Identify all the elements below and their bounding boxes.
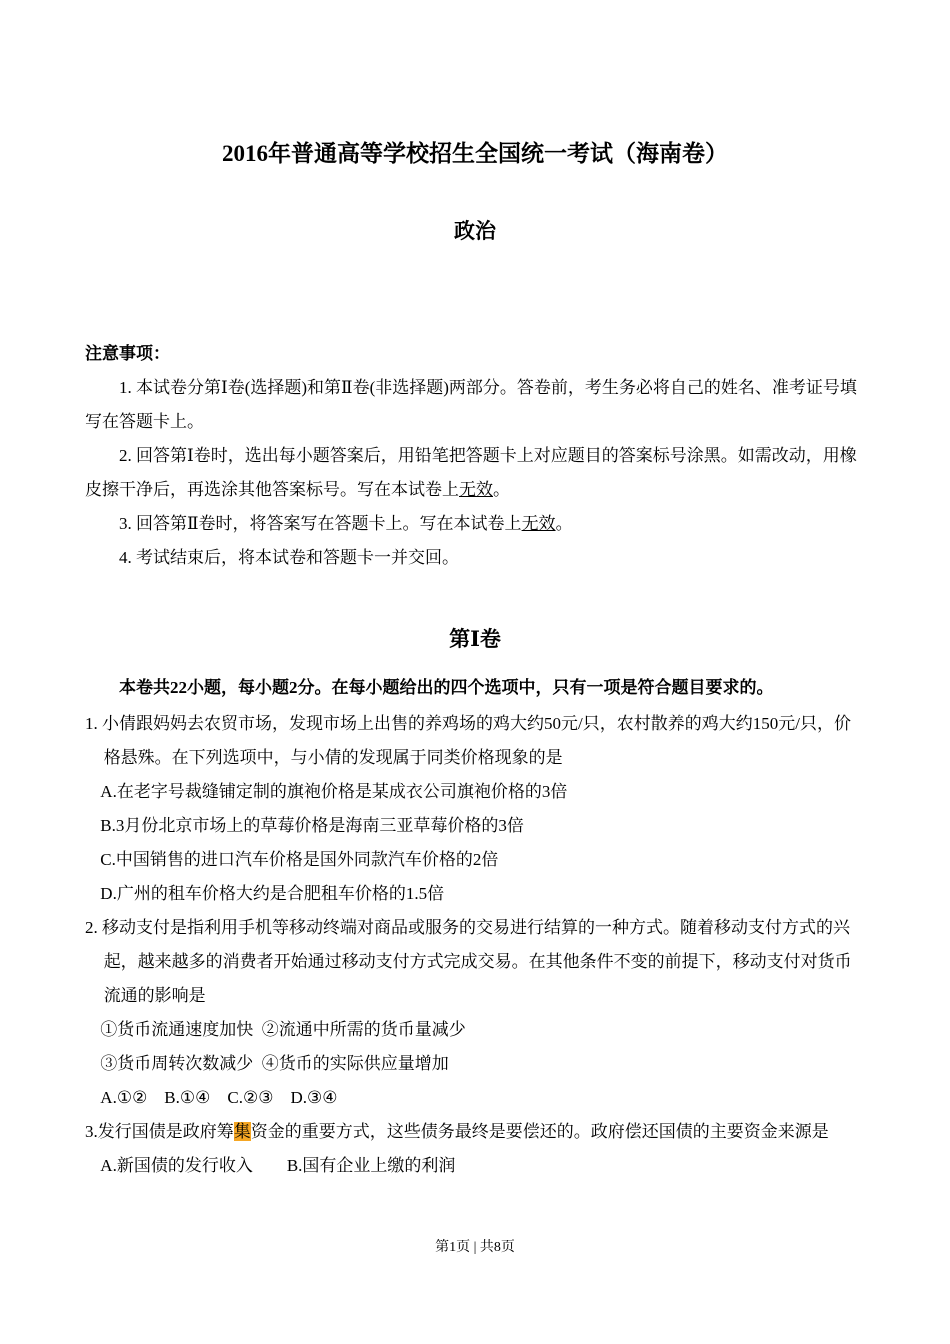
question-3 (85, 1115, 865, 1183)
question-1-option-a: A.在老字号裁缝铺定制的旗袍价格是某成衣公司旗袍价格的3倍 (100, 782, 568, 802)
question-3-stem-text-after: 资金的重要方式，这些债务最终是要偿还的。政府偿还国债的主要资金来源是 (250, 1122, 829, 1142)
section-1-instruction: 本卷共22小题，每小题2分。在每小题给出的四个选项中，只有一项是符合题目要求的。 (119, 678, 774, 698)
question-3-options-ab: A.新国债的发行收入 B.国有企业上缴的利润 (100, 1156, 456, 1176)
question-2-stem: 2. 移动支付是指利用手机等移动终端对商品或服务的交易进行结算的一种方式。随着移动支付方式的兴起，越来越多的消费者开始通过移动支付方式完成交易。在其他条件不变的前提下，移动支付对货币流通的影响是 (85, 918, 852, 1006)
question-2 (85, 911, 865, 1115)
question-1-option-c: C.中国销售的进口汽车价格是国外同款汽车价格的2倍 (100, 850, 499, 870)
notice-2-underlined-text: 无效 (459, 480, 493, 500)
exam-title: 2016年普通高等学校招生全国统一考试（海南卷） (222, 141, 728, 166)
notice-item-3 (85, 507, 865, 541)
notices-section (85, 337, 865, 575)
notice-2-period: 。 (493, 480, 510, 500)
page-number-info: 第1页 | 共8页 (435, 1240, 515, 1255)
notice-item-1: 1. 本试卷分第Ⅰ卷(选择题)和第Ⅱ卷(非选择题)两部分。答卷前，考生务必将自己的姓名、准考证号填写在答题卡上。 (85, 378, 857, 432)
notice-3-underlined-text: 无效 (521, 514, 556, 534)
notices-heading: 注意事项： (85, 344, 170, 364)
notice-3-period: 。 (555, 514, 573, 534)
notice-2-text: 2. 回答第Ⅰ卷时，选出每小题答案后，用铅笔把答题卡上对应题目的答案标号涂黑。如需改动，用橡皮擦干净后，再选涂其他答案标号。写在本试卷上 (85, 446, 857, 500)
notice-3-text: 3. 回答第Ⅱ卷时，将答案写在答题卡上。写在本试卷上 (119, 514, 522, 534)
question-3-stem-text: 3.发行国债是政府筹 (85, 1122, 234, 1142)
question-1-option-b: B.3月份北京市场上的草莓价格是海南三亚草莓价格的3倍 (100, 816, 524, 836)
question-1-stem: 1. 小倩跟妈妈去农贸市场，发现市场上出售的养鸡场的鸡大约50元/只，农村散养的鸡大约150元/只，价格悬殊。在下列选项中，与小倩的发现属于同类价格现象的是 (85, 714, 851, 768)
notice-item-4: 4. 考试结束后，将本试卷和答题卡一并交回。 (119, 548, 459, 568)
question-3-highlighted-char: 集 (233, 1122, 251, 1142)
question-2-statements-line-1: ①货币流通速度加快 ②流通中所需的货币量减少 (100, 1020, 466, 1040)
question-2-answer-choices: A.①② B.①④ C.②③ D.③④ (100, 1088, 338, 1108)
section-1-title: 第Ⅰ卷 (449, 627, 501, 652)
page-footer (0, 1236, 950, 1256)
notice-item-2 (85, 439, 865, 507)
question-1-option-d: D.广州的租车价格大约是合肥租车价格的1.5倍 (100, 884, 445, 904)
exam-subject: 政治 (454, 219, 496, 244)
question-1 (85, 707, 865, 911)
question-3-stem (85, 1115, 865, 1149)
question-2-statements-line-2: ③货币周转次数减少 ④货币的实际供应量增加 (100, 1054, 449, 1074)
